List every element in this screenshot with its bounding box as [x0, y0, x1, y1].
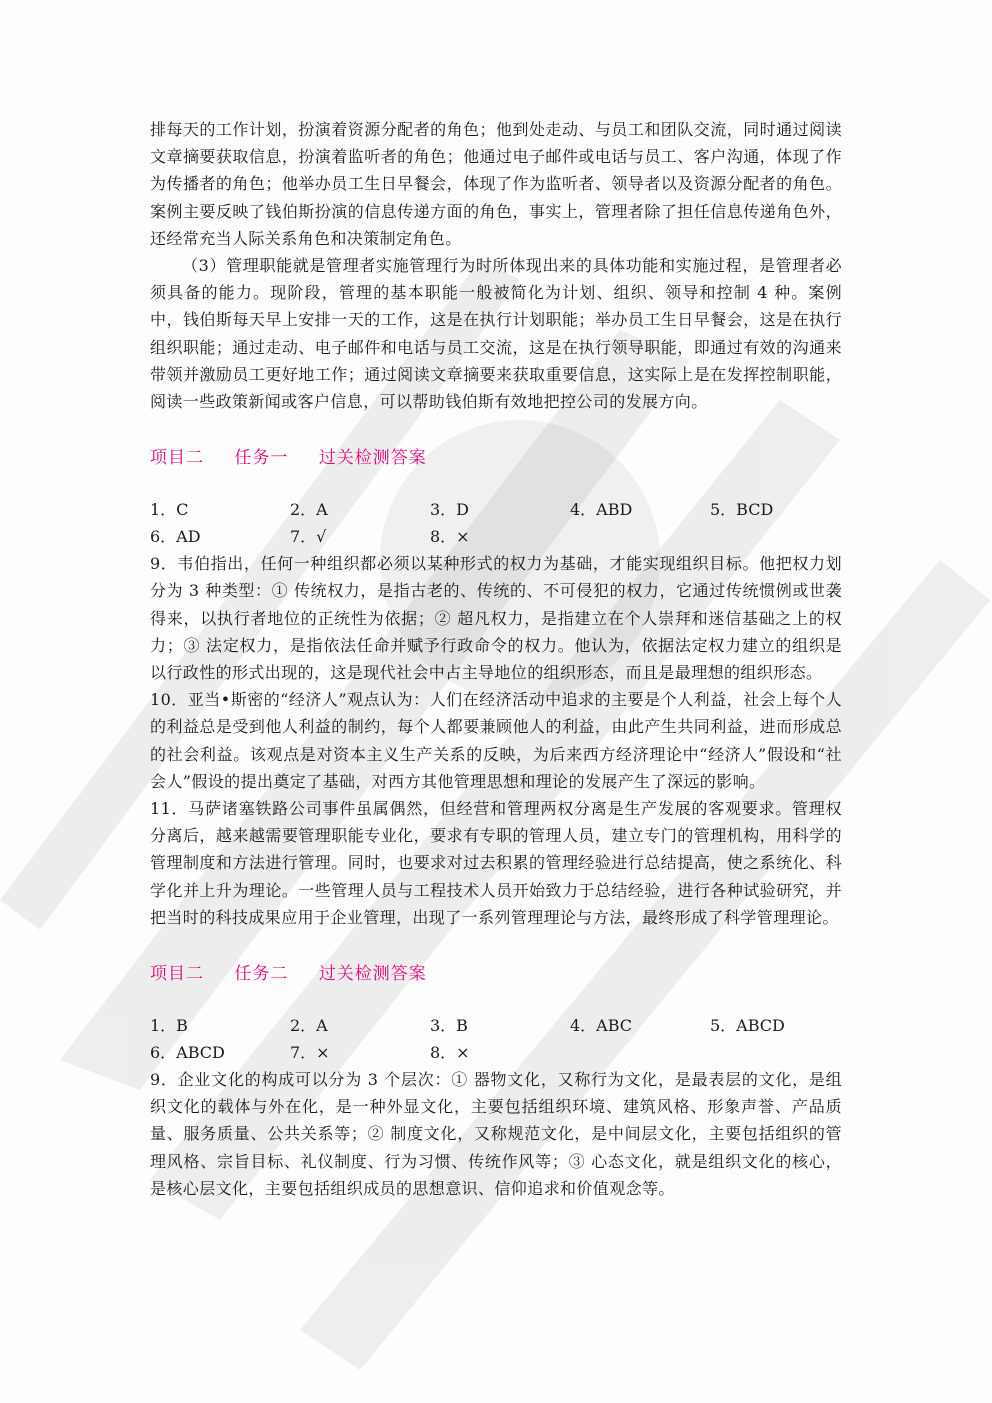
section1-answer-grid	[150, 496, 842, 550]
section1-q11: 11．马萨诸塞铁路公司事件虽属偶然，但经营和管理两权分离是生产发展的客观要求。管理权分离后，越来越需要管理职能专业化，要求有专职的管理人员，建立专门的管理机构，用科学的管理制度和方法进行管理。同时，也要求对过去积累的管理经验进行总结提高，使之系统化、科学化并上升为理论。一些管理人员与工程技术人员开始致力于总结经验，进行各种试验研究，并把当时的科技成果应用于企业管理，出现了一系列管理理论与方法，最终形成了科学管理理论。	[150, 799, 842, 927]
section2-heading-task: 任务二	[234, 964, 289, 985]
section2-heading-project: 项目二	[150, 964, 204, 985]
answer-item: 5．BCD	[710, 500, 774, 520]
section1-q10: 10．亚当•斯密的“经济人”观点认为：人们在经济活动中追求的主要是个人利益，社会上每个人的利益总是受到他人利益的制约，每个人都要兼顾他人的利益，由此产生共同利益，进而形成总的社会利益。该观点是对资本主义生产关系的反映，为后来西方经济理论中“经济人”假设和“社会人”假设的提出奠定了基础，对西方其他管理思想和理论的发展产生了深远的影响。	[150, 690, 842, 791]
section1-q9: 9．韦伯指出，任何一种组织都必须以某种形式的权力为基础，才能实现组织目标。他把权力划分为 3 种类型：① 传统权力，是指古老的、传统的、不可侵犯的权力，它通过传统惯例或世袭得来，以执行者地位的正统性为依据；② 超凡权力，是指建立在个人崇拜和迷信基础之上的权力；③ 法定权力，是指依法任命并赋予行政命令的权力。他认为，依据法定权力建立的组织是以行政性的形式出现的，这是现代社会中占主导地位的组织形态，而且是最理想的组织形态。	[150, 554, 842, 683]
page-content	[150, 116, 842, 1202]
section1-heading-task: 任务一	[234, 448, 289, 469]
answer-item: 2．A	[290, 1016, 328, 1036]
answer-item: 2．A	[290, 500, 328, 520]
intro-paragraph-1: 排每天的工作计划，扮演着资源分配者的角色；他到处走动、与员工和团队交流，同时通过阅读文章摘要获取信息，扮演着监听者的角色；他通过电子邮件或电话与员工、客户沟通，体现了作为传播者的角色；他举办员工生日早餐会，体现了作为监听者、领导者以及资源分配者的角色。案例主要反映了钱伯斯扮演的信息传递方面的角色，事实上，管理者除了担任信息传递角色外，还经常充当人际关系角色和决策制定角色。	[150, 120, 842, 248]
answer-item: 4．ABD	[570, 500, 633, 520]
answer-item: 4．ABC	[570, 1016, 633, 1036]
answer-item: 5．ABCD	[710, 1016, 785, 1036]
section1-heading	[150, 445, 842, 472]
answer-item: 3．B	[430, 1016, 468, 1036]
answer-item: 1．B	[150, 1016, 188, 1036]
answer-item: 8．×	[430, 1043, 470, 1063]
answer-item: 6．AD	[150, 527, 201, 547]
section2-heading	[150, 961, 842, 988]
section2-answer-grid	[150, 1012, 842, 1066]
answer-item: 3．D	[430, 500, 470, 520]
answer-item: 7．×	[290, 1043, 330, 1063]
intro-paragraph-2: （3）管理职能就是管理者实施管理行为时所体现出来的具体功能和实施过程，是管理者必须具备的能力。现阶段，管理的基本职能一般被简化为计划、组织、领导和控制 4 种。案例中，钱伯斯每天早上安排一天的工作，这是在执行计划职能；举办员工生日早餐会，这是在执行组织职能；通过走动、电子邮件和电话与员工交流，这是在执行领导职能，即通过有效的沟通来带领并激励员工更好地工作；通过阅读文章摘要来获取重要信息，这实际上是在发挥控制职能，阅读一些政策新闻或客户信息，可以帮助钱伯斯有效地把控公司的发展方向。	[150, 256, 842, 412]
section2-q9: 9．企业文化的构成可以分为 3 个层次：① 器物文化，又称行为文化，是最表层的文化，是组织文化的载体与外在化，是一种外显文化，主要包括组织环境、建筑风格、形象声誉、产品质量、服务质量、公共关系等；② 制度文化，又称规范文化，是中间层文化，主要包括组织的管理风格、宗旨目标、礼仪制度、行为习惯、传统作风等；③ 心态文化，就是组织文化的核心，是核心层文化，主要包括组织成员的思想意识、信仰追求和价值观念等。	[150, 1070, 842, 1198]
answer-item: 6．ABCD	[150, 1043, 225, 1063]
section1-heading-title: 过关检测答案	[318, 448, 427, 469]
answer-item: 8．×	[430, 527, 470, 547]
answer-item: 7．√	[290, 527, 327, 547]
section2-heading-title: 过关检测答案	[318, 964, 427, 985]
section1-heading-project: 项目二	[150, 448, 204, 469]
answer-item: 1．C	[150, 500, 189, 520]
